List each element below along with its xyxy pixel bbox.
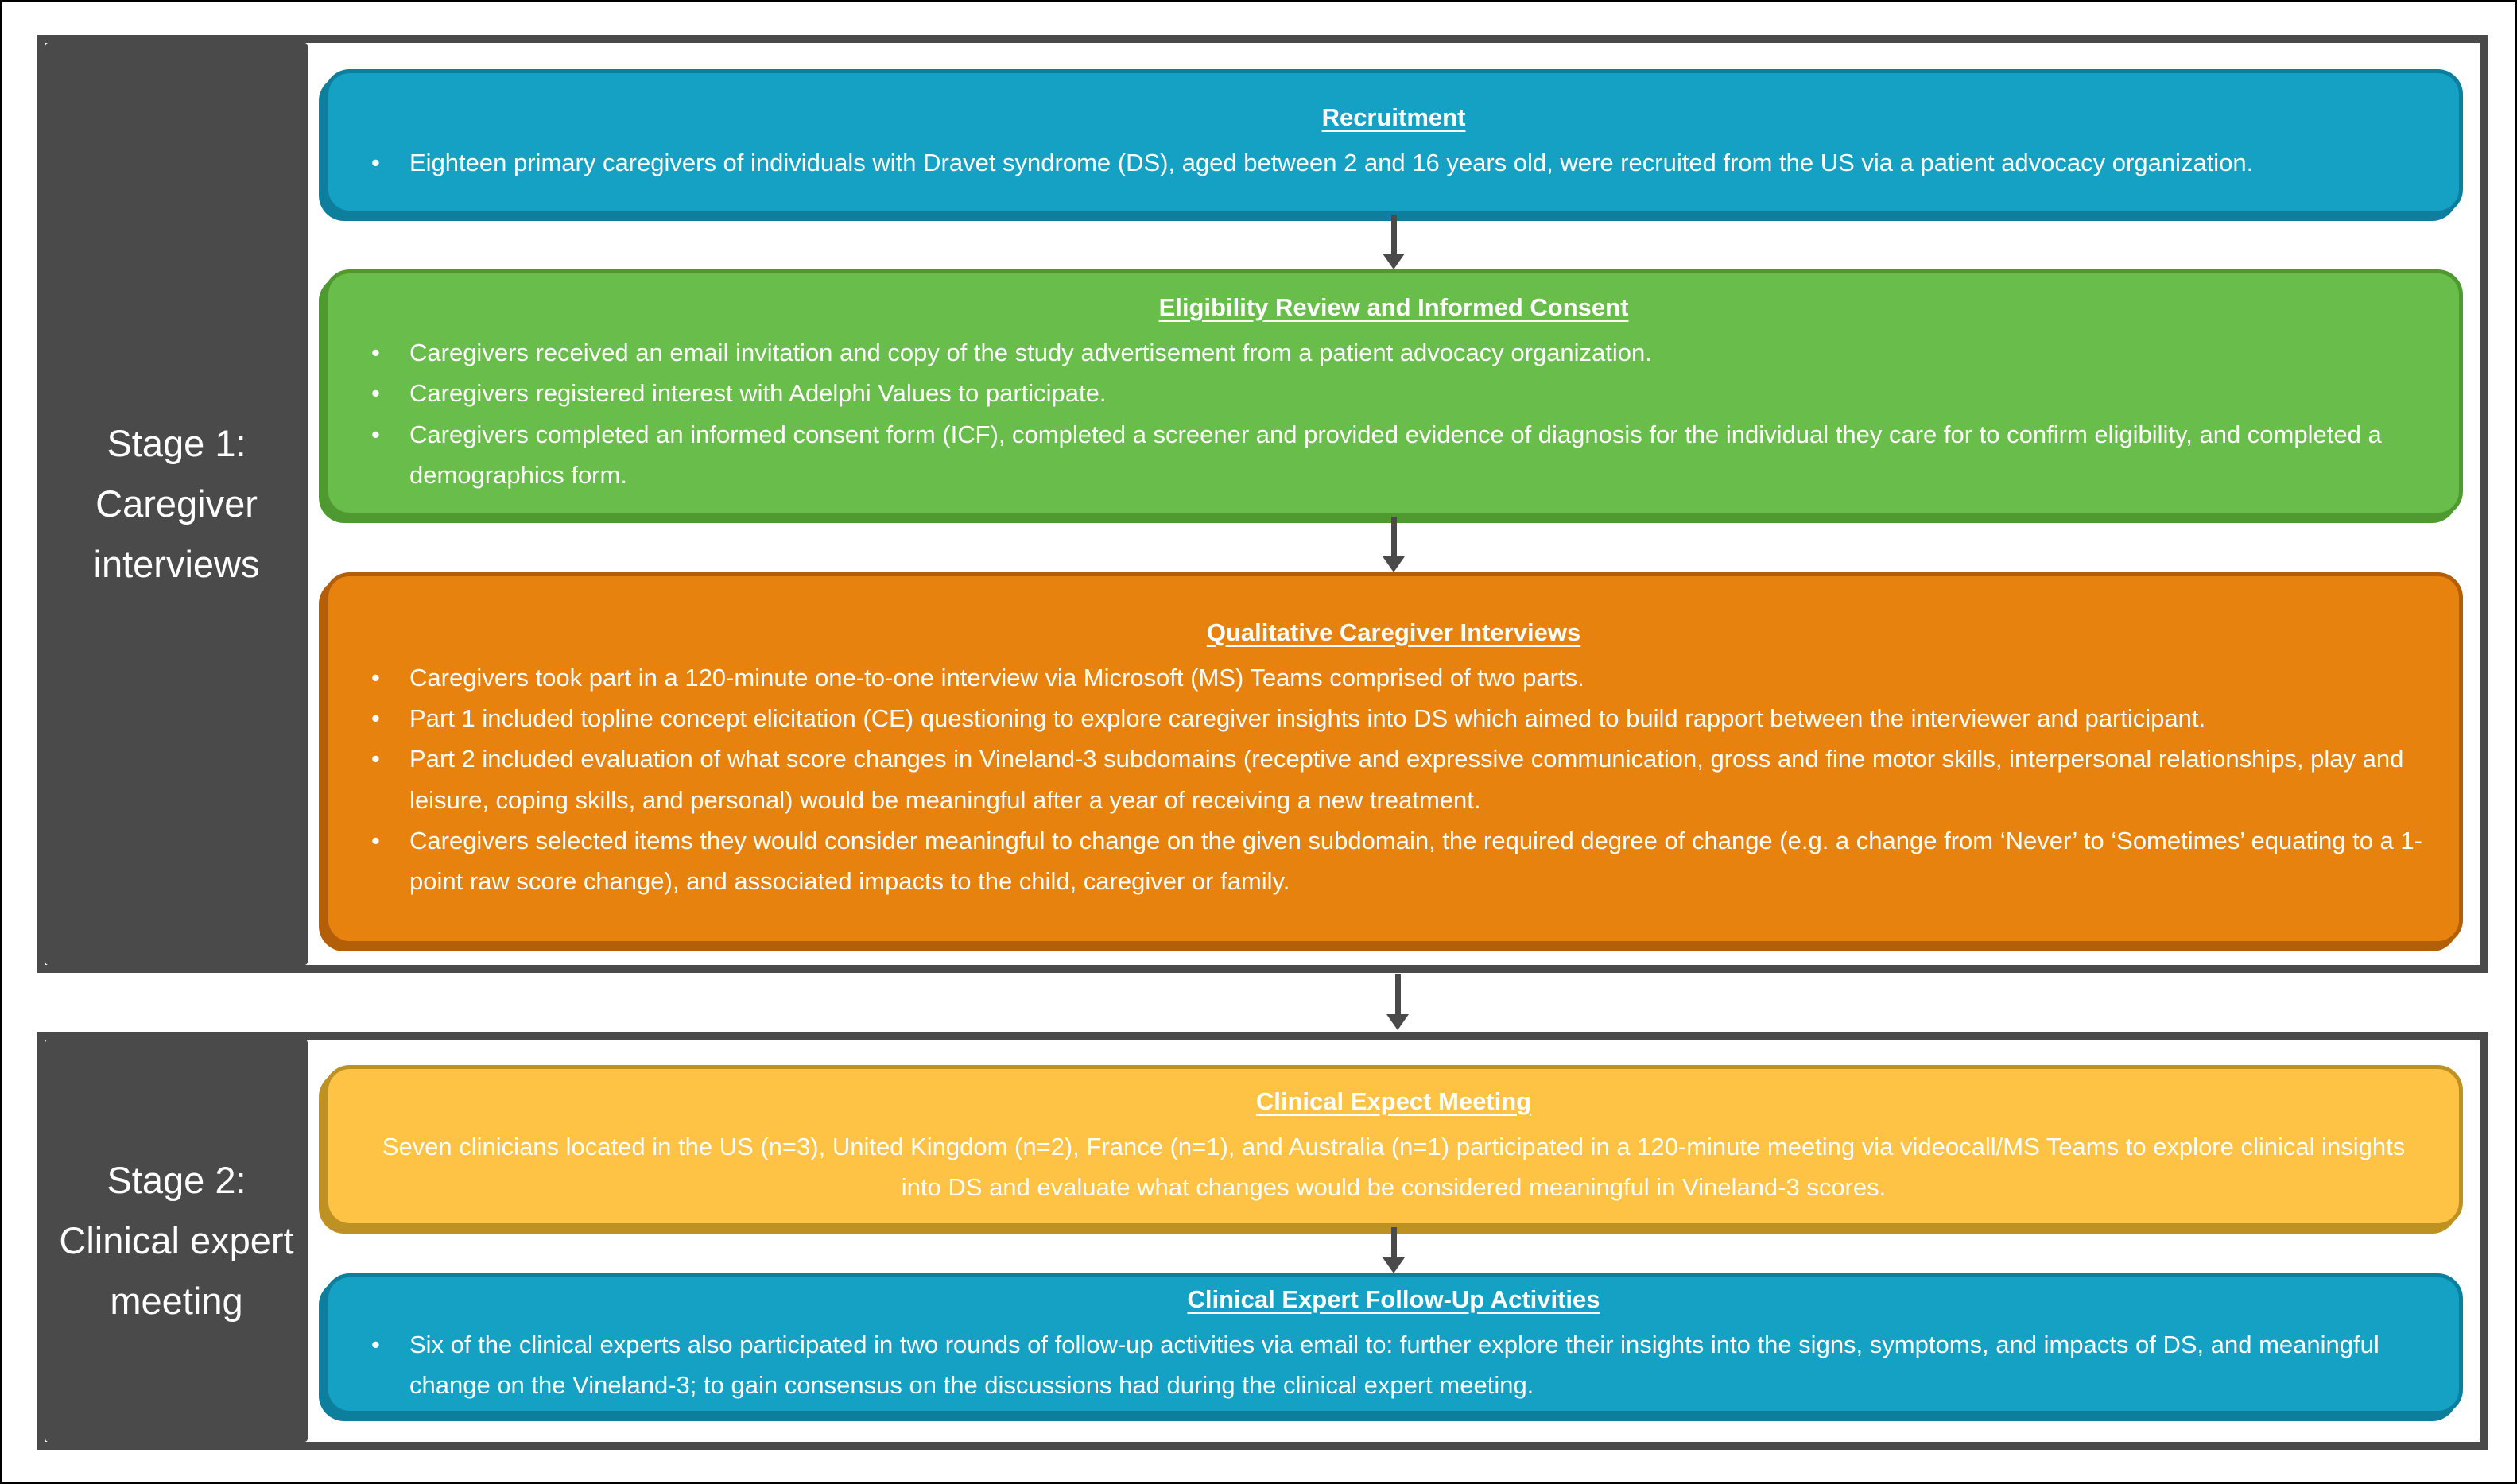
bullet-item: • Caregivers completed an informed consent form (ICF), completed a screener and provided evidence of diagnosis for the individual they care for to confirm eligibility, and completed a demographics form. — [360, 414, 2427, 495]
stage1-frame — [37, 35, 2488, 973]
bullet-item: • Caregivers registered interest with Adelphi Values to participate. — [360, 373, 2427, 413]
clinical-expert-meeting-box — [324, 1065, 2463, 1227]
recruitment-bullets — [360, 142, 2427, 183]
down-arrow-icon — [1383, 215, 1405, 269]
followup-activities-title: Clinical Expert Follow-Up Activities — [1187, 1284, 1600, 1313]
arrow-line — [1391, 1227, 1397, 1257]
clinical-expert-meeting-title: Clinical Expect Meeting — [1255, 1087, 1532, 1115]
eligibility-box — [324, 269, 2463, 517]
arrow-head — [1383, 556, 1405, 572]
bullet-item: • Caregivers took part in a 120-minute one-to-one interview via Microsoft (MS) Teams comprised of two parts. — [360, 657, 2427, 698]
qualitative-interviews-title: Qualitative Caregiver Interviews — [1206, 618, 1581, 646]
bullet-item: • Six of the clinical experts also participated in two rounds of follow-up activities via email to: further explore their insights into the signs, symptoms, and impacts of DS, and meaningful change on the Vineland-3; to gain consensus on the discussions had during the clinical expert meeting. — [360, 1324, 2427, 1405]
eligibility-title: Eligibility Review and Informed Consent — [1158, 293, 1629, 322]
bullet-item: • Part 1 included topline concept elicitation (CE) questioning to explore caregiver insights into DS which aimed to build rapport between the interviewer and participant. — [360, 698, 2427, 738]
qualitative-interviews-box — [324, 572, 2463, 945]
stage2-label-text: Stage 2: Clinical expert meeting — [59, 1158, 294, 1323]
arrow-head — [1386, 1014, 1409, 1030]
stage2-content — [308, 1040, 2480, 1442]
down-arrow-icon — [1383, 517, 1405, 572]
down-arrow-icon — [1383, 1227, 1405, 1273]
clinical-expert-meeting-text: Seven clinicians located in the US (n=3), United Kingdom (n=2), France (n=1), and Australia (n=1) participated in a 120-minute meeting via videocall/MS Teams to explore clinical insights into DS and evaluate what changes would be considered meaningful in Vineland-3 scores. — [382, 1132, 2406, 1202]
stage2-frame — [37, 1032, 2488, 1450]
bullet-item: • Eighteen primary caregivers of individuals with Dravet syndrome (DS), aged between 2 and 16 years old, were recruited from the US via a patient advocacy organization. — [360, 142, 2427, 183]
arrow-head — [1383, 254, 1405, 269]
arrow-line — [1391, 517, 1397, 556]
stage2-label — [45, 1040, 308, 1442]
stage1-label-text: Stage 1: Caregiver interviews — [93, 421, 260, 586]
eligibility-bullets — [360, 332, 2427, 495]
recruitment-box — [324, 69, 2463, 215]
bullet-item: • Caregivers selected items they would consider meaningful to change on the given subdomain, the required degree of change (e.g. a change from ‘Never’ to ‘Sometimes’ equating to a 1-point raw score change), and associated impacts to the child, caregiver or family. — [360, 820, 2427, 901]
followup-activities-bullets — [360, 1324, 2427, 1405]
followup-activities-box — [324, 1273, 2463, 1415]
arrow-head — [1383, 1257, 1405, 1273]
bullet-item: • Caregivers received an email invitation and copy of the study advertisement from a patient advocacy organization. — [360, 332, 2427, 373]
arrow-line — [1395, 974, 1401, 1014]
stage1-content — [308, 43, 2480, 965]
recruitment-title: Recruitment — [1321, 103, 1466, 131]
qualitative-interviews-bullets — [360, 657, 2427, 901]
bullet-item: • Part 2 included evaluation of what score changes in Vineland-3 subdomains (receptive and expressive communication, gross and fine motor skills, interpersonal relationships, play and leisure, coping skills, and personal) would be meaningful after a year of receiving a new treatment. — [360, 738, 2427, 819]
down-arrow-icon — [1386, 974, 1409, 1030]
stage1-label — [45, 43, 308, 965]
arrow-line — [1391, 215, 1397, 254]
